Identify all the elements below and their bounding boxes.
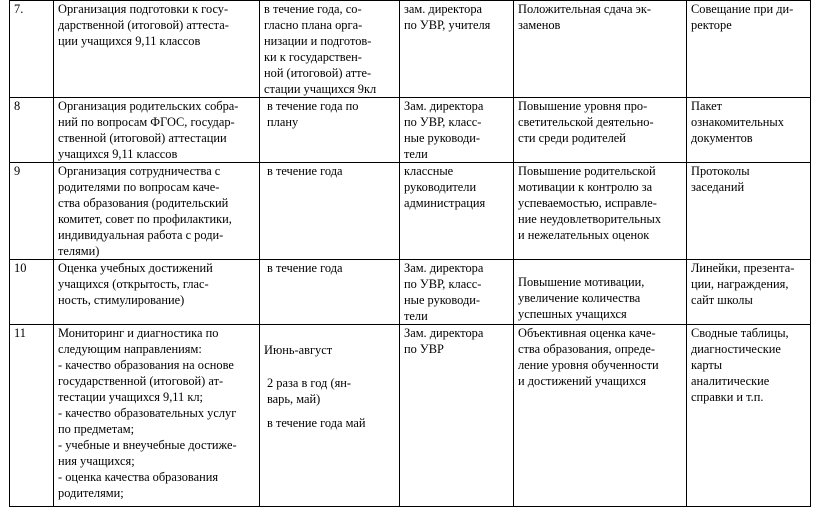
- term-cell: в течение года: [260, 163, 400, 260]
- plan-table: [9, 0, 811, 507]
- form-cell: Протоколы заседаний: [687, 163, 811, 260]
- row-number-cell: 11: [10, 325, 54, 507]
- responsible-cell: зам. директора по УВР, учителя: [400, 1, 514, 98]
- event-cell: Организация подготовки к госу- дарственной (итоговой) аттеста- ции учащихся 9,11 классов: [54, 1, 260, 98]
- form-cell: Пакет ознакомительных документов: [687, 98, 811, 163]
- responsible-cell: классные руководители администрация: [400, 163, 514, 260]
- responsible-cell: Зам. директора по УВР, класс- ные руководи- тели: [400, 98, 514, 163]
- term-cell: Июнь-август 2 раза в год (ян- варь, май) в течение года май: [260, 325, 400, 507]
- row-number-cell: 9: [10, 163, 54, 260]
- row-number-cell: 8: [10, 98, 54, 163]
- event-cell: Оценка учебных достижений учащихся (открытость, глас- ность, стимулирование): [54, 260, 260, 325]
- result-cell: Повышение мотивации, увеличение количества успешных учащихся: [514, 260, 687, 325]
- table-row: [10, 98, 811, 163]
- event-cell: Организация родительских собра- ний по вопросам ФГОС, государ- ственной (итоговой) аттестации учащихся 9,11 классов: [54, 98, 260, 163]
- event-cell: Организация сотрудничества с родителями по вопросам каче- ства образования (родительский комитет, совет по профилактики, индивидуальная работа с роди- телями): [54, 163, 260, 260]
- result-cell: Повышение родительской мотивации к контролю за успеваемостью, исправле- ние неудовлетворительных и нежелательных оценок: [514, 163, 687, 260]
- row-number-cell: 7.: [10, 1, 54, 98]
- event-cell: Мониторинг и диагностика по следующим направлениям: - качество образования на основе государственной (итоговой) ат- тестации учащихся 9,11 кл; - качество образовательных услуг по предметам; - учебные и внеучебные достиже- ния учащихся; - оценка качества образования родителями;: [54, 325, 260, 507]
- responsible-cell: Зам. директора по УВР, класс- ные руководи- тели: [400, 260, 514, 325]
- table-row: [10, 163, 811, 260]
- row-number-cell: 10: [10, 260, 54, 325]
- form-cell: Сводные таблицы, диагностические карты аналитические справки и т.п.: [687, 325, 811, 507]
- form-cell: Линейки, презента- ции, награждения, сайт школы: [687, 260, 811, 325]
- result-cell: Объективная оценка каче- ства образования, опреде- ление уровня обученности и достижений учащихся: [514, 325, 687, 507]
- table-row: [10, 1, 811, 98]
- term-cell: в течение года по плану: [260, 98, 400, 163]
- result-cell: Положительная сдача эк- заменов: [514, 1, 687, 98]
- responsible-cell: Зам. директора по УВР: [400, 325, 514, 507]
- table-row: [10, 260, 811, 325]
- term-cell: в течение года: [260, 260, 400, 325]
- result-cell: Повышение уровня про- светительской деятельно- сти среди родителей: [514, 98, 687, 163]
- form-cell: Совещание при ди- ректоре: [687, 1, 811, 98]
- table-row: [10, 325, 811, 507]
- term-cell: в течение года, со- гласно плана орга- низации и подготов- ки к государствен- ной (итоговой) атте- стации учащихся 9кл: [260, 1, 400, 98]
